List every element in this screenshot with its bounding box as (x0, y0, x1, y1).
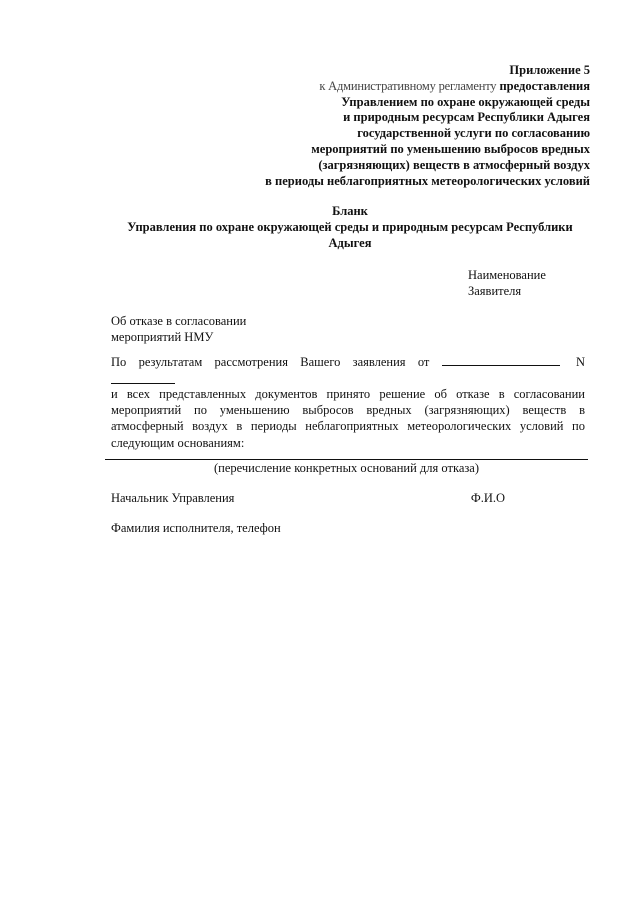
appendix-line-3: Управлением по охране окружающей среды (341, 94, 590, 109)
word-2: результатам (138, 355, 203, 369)
word-4: Вашего (300, 355, 341, 369)
blank-title: Бланк (332, 204, 368, 218)
application-date-field[interactable] (442, 353, 560, 366)
appendix-line-2-prefix: к Административному регламенту (319, 78, 497, 93)
signature-position: Начальник Управления (111, 491, 235, 505)
blank-title-block (100, 203, 600, 251)
appendix-header (265, 63, 590, 189)
appendix-line-8: в периоды неблагоприятных метеорологических условий (265, 173, 590, 188)
application-number-field[interactable] (111, 383, 175, 384)
addressee-line-1: Наименование (468, 268, 546, 282)
word-6: от (417, 355, 430, 369)
signature-name: Ф.И.О (470, 491, 505, 505)
appendix-line-6: мероприятий по уменьшению выбросов вредных (311, 141, 590, 156)
word-3: рассмотрения (214, 355, 288, 369)
appendix-number: Приложение 5 (509, 63, 590, 77)
addressee-block (468, 267, 546, 299)
blank-authority-line-1: Управления по охране окружающей среды и природным ресурсам Республики (127, 220, 573, 234)
word-1: По (111, 355, 127, 369)
reasons-caption: (перечисление конкретных оснований для отказа) (213, 461, 480, 475)
appendix-line-7: (загрязняющих) веществ в атмосферный воздух (318, 157, 590, 172)
appendix-line-4: и природным ресурсам Республики Адыгея (343, 110, 590, 125)
signature-block (111, 490, 505, 506)
application-reference-line (111, 353, 585, 370)
subject-block (111, 313, 246, 345)
decision-paragraph: и всех представленных документов принято решение об отказе в согласовании мероприятий по уменьшению выбросов вредных (загрязняющих) веществ в атмосферный воздух в периоды неблагоприятных метеорологических условий по следующим основаниям: (111, 387, 585, 450)
subject-line-2: мероприятий НМУ (111, 330, 214, 344)
word-5: заявления (352, 355, 406, 369)
addressee-line-2: Заявителя (468, 284, 522, 298)
appendix-line-2 (265, 79, 590, 95)
blank-authority-line-2: Адыгея (328, 236, 372, 250)
executor-contact: Фамилия исполнителя, телефон (111, 521, 281, 535)
subject-line-1: Об отказе в согласовании (111, 314, 247, 328)
number-sign: N (575, 355, 585, 369)
appendix-line-5: государственной услуги по согласованию (357, 126, 590, 141)
appendix-line-2-suffix: предоставления (499, 78, 590, 93)
